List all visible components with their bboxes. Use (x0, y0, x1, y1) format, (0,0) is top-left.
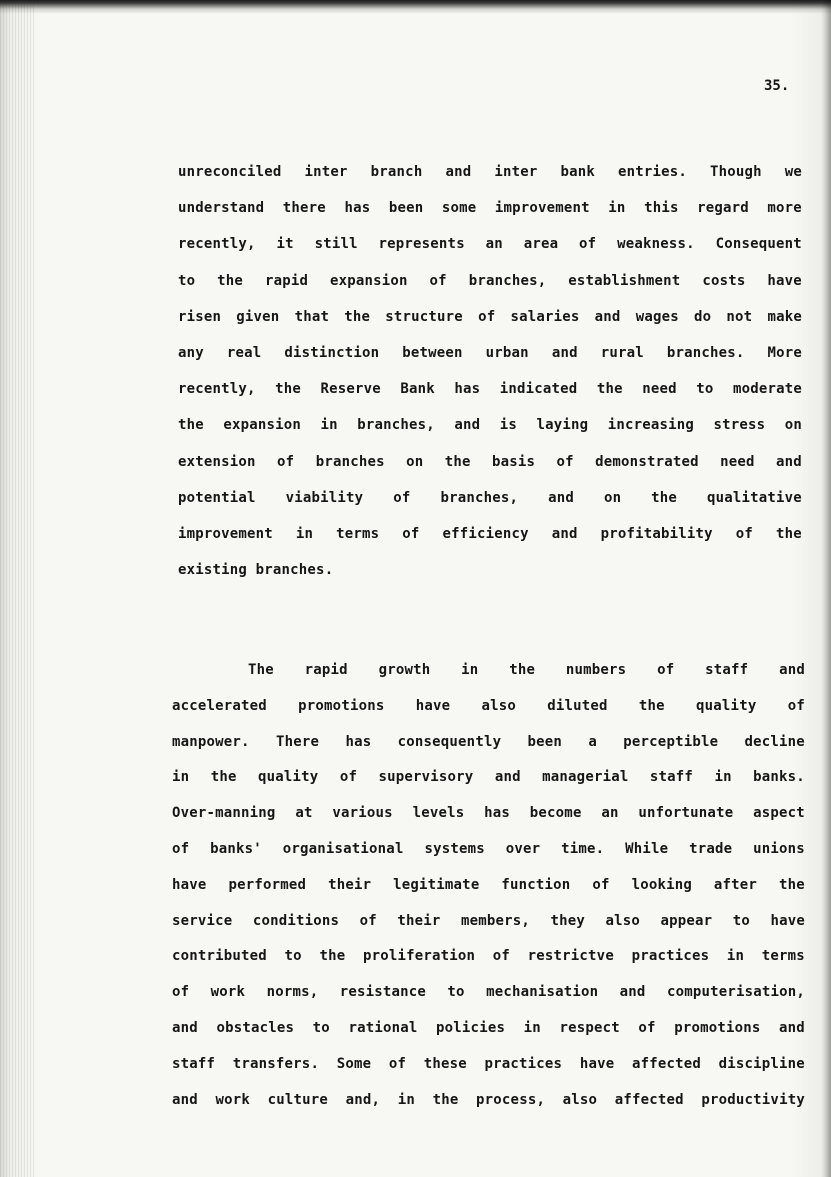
word: the (217, 273, 244, 289)
word: terms (761, 948, 805, 964)
word: restrictve (527, 948, 614, 964)
word: also (562, 1092, 598, 1108)
text-line (172, 805, 805, 825)
word: and (548, 490, 574, 506)
word: banks' (210, 841, 262, 857)
word: to (696, 381, 714, 397)
word: also (605, 913, 640, 929)
word: managerial (542, 769, 629, 785)
word: consequently (397, 734, 502, 750)
word: of (657, 662, 675, 678)
word: branches (315, 454, 385, 470)
word: stress (713, 417, 766, 433)
word: understand (178, 200, 265, 216)
word: the (776, 526, 802, 542)
word: perceptible (623, 734, 719, 750)
word: has (454, 381, 481, 397)
word: of (579, 236, 597, 252)
word: demonstrated (595, 454, 699, 470)
word: the (638, 698, 665, 714)
word: any (178, 345, 204, 361)
word: in (461, 662, 479, 678)
word: Reserve (320, 381, 381, 397)
word: of (592, 877, 610, 893)
word: levels (412, 805, 465, 821)
word: regard (697, 200, 749, 216)
word: in (726, 948, 745, 964)
word: work (215, 1092, 250, 1108)
word: branches, (357, 417, 435, 433)
word: expansion (329, 273, 408, 289)
word: at (295, 805, 313, 821)
word: promotions (674, 1020, 761, 1036)
word: of (339, 769, 358, 785)
word: and (551, 345, 578, 361)
word: the (596, 381, 623, 397)
word: in (523, 1020, 541, 1036)
word: laying (536, 417, 589, 433)
word: staff (649, 769, 694, 785)
word: some (441, 200, 477, 216)
word: mechanisation (486, 984, 599, 1000)
word: need (642, 381, 677, 397)
word: Some (336, 1056, 372, 1072)
word: after (713, 877, 758, 893)
word: the (275, 381, 302, 397)
text-line (248, 662, 805, 682)
word: contributed (172, 948, 267, 964)
word: staff (705, 662, 749, 678)
word: and (619, 984, 646, 1000)
word: quality (258, 769, 319, 785)
word: of (359, 913, 377, 929)
word: represents (378, 236, 465, 252)
word: improvement (494, 200, 590, 216)
word: computerisation, (666, 984, 805, 1000)
word: recently, (178, 381, 256, 397)
word: recently, (178, 236, 256, 252)
word: and (779, 1020, 805, 1036)
text-line (178, 309, 802, 329)
word: become (529, 805, 582, 821)
word: in (397, 1092, 415, 1108)
word: organisational (282, 841, 404, 857)
word: looking (631, 877, 692, 893)
word: the (432, 1092, 459, 1108)
word: have (767, 273, 802, 289)
text-line (172, 877, 805, 897)
word: it (276, 236, 294, 252)
word: policies (436, 1020, 506, 1036)
text-line (178, 164, 802, 184)
word: that (294, 309, 330, 325)
word: rapid (264, 273, 309, 289)
word: numbers (565, 662, 627, 678)
text-line (178, 273, 802, 293)
word: to (447, 984, 465, 1000)
word: the (178, 417, 204, 433)
word: inter (304, 164, 348, 180)
word: real (226, 345, 262, 361)
word: been (527, 734, 563, 750)
word: and (172, 1020, 198, 1036)
word: and, (345, 1092, 381, 1108)
word: branch (370, 164, 423, 180)
word: in (295, 526, 314, 542)
word: branches, (468, 273, 547, 289)
word: in (172, 769, 190, 785)
word: practices (631, 948, 710, 964)
word: indicated (499, 381, 578, 397)
top-scan-edge (0, 0, 831, 14)
word: While (625, 841, 669, 857)
word: have (172, 877, 207, 893)
word: time. (561, 841, 605, 857)
word: an (485, 236, 503, 252)
word: and (779, 662, 805, 678)
word: urban (485, 345, 529, 361)
word: process, (476, 1092, 546, 1108)
text-line (172, 1020, 805, 1040)
word: viability (285, 490, 364, 506)
word: productivity (701, 1092, 805, 1108)
text-line (172, 984, 805, 1004)
word: proliferation (362, 948, 476, 964)
word: costs (702, 273, 746, 289)
text-line (172, 841, 805, 861)
word: Though (709, 164, 762, 180)
word: of (492, 948, 511, 964)
word: more (767, 200, 802, 216)
word: manpower. (172, 734, 250, 750)
word: on (406, 454, 424, 470)
word: weakness. (617, 236, 695, 252)
page-number: 35. (764, 78, 790, 94)
word: and (775, 454, 802, 470)
word: discipline (718, 1056, 805, 1072)
word: and (551, 526, 578, 542)
text-line (178, 490, 802, 510)
word: and (454, 417, 481, 433)
text-line (172, 948, 805, 968)
word: the (779, 877, 805, 893)
word: rapid (304, 662, 348, 678)
word: of (388, 1056, 407, 1072)
text-line (178, 236, 802, 256)
word: service (172, 913, 233, 929)
text-line (178, 345, 802, 365)
word: of (277, 454, 295, 470)
word: trade (689, 841, 733, 857)
word: an (601, 805, 619, 821)
word: accelerated (172, 698, 267, 714)
word: growth (378, 662, 431, 678)
word: aspect (753, 805, 805, 821)
word: a (588, 734, 597, 750)
text-line (172, 1056, 805, 1076)
word: has (345, 734, 372, 750)
text-line (172, 734, 805, 754)
word: quality (696, 698, 757, 714)
word: qualitative (707, 490, 802, 506)
word: of (787, 698, 805, 714)
word: expansion (223, 417, 302, 433)
word: to (732, 913, 750, 929)
text-line (172, 913, 805, 933)
word: the (210, 769, 237, 785)
word: has (484, 805, 511, 821)
word: their (397, 913, 441, 929)
word: work (210, 984, 246, 1000)
text-line (178, 200, 802, 220)
word: decline (744, 734, 805, 750)
word: in (320, 417, 338, 433)
word: basis (492, 454, 536, 470)
word: and (494, 769, 521, 785)
word: appear (660, 913, 713, 929)
word: branches, (440, 490, 519, 506)
word: been (388, 200, 424, 216)
word: norms, (266, 984, 319, 1000)
text-line (178, 526, 802, 546)
word: is (499, 417, 517, 433)
text-line (178, 454, 802, 474)
word: and (594, 309, 621, 325)
word: profitability (600, 526, 713, 542)
word: in (608, 200, 626, 216)
word: the (319, 948, 346, 964)
word: distinction (284, 345, 380, 361)
word: of (172, 984, 190, 1000)
word: the (509, 662, 536, 678)
word: Consequent (715, 236, 802, 252)
word: inter (494, 164, 538, 180)
word: area (523, 236, 559, 252)
word: also (481, 698, 516, 714)
word: do (694, 309, 712, 325)
word: rural (600, 345, 644, 361)
word: of (556, 454, 574, 470)
word: potential (178, 490, 256, 506)
text-line: existing branches. (178, 562, 334, 578)
word: have (415, 698, 451, 714)
word: the (651, 490, 678, 506)
word: various (332, 805, 393, 821)
word: establishment (568, 273, 681, 289)
word: this (644, 200, 679, 216)
word: Bank (400, 381, 435, 397)
word: still (314, 236, 358, 252)
word: the (444, 454, 471, 470)
word: and (172, 1092, 198, 1108)
word: the (344, 309, 371, 325)
word: extension (178, 454, 256, 470)
word: of (429, 273, 447, 289)
word: increasing (607, 417, 695, 433)
text-line (172, 1092, 805, 1112)
word: Over-manning (172, 805, 276, 821)
word: performed (228, 877, 307, 893)
word: in (714, 769, 732, 785)
word: there (282, 200, 326, 216)
word: salaries (510, 309, 580, 325)
word: between (402, 345, 463, 361)
word: risen (178, 309, 222, 325)
word: of (402, 526, 420, 542)
word: and (445, 164, 472, 180)
word: practices (484, 1056, 563, 1072)
word: affected (631, 1056, 701, 1072)
word: legitimate (393, 877, 480, 893)
word: need (720, 454, 755, 470)
word: of (478, 309, 496, 325)
word: of (638, 1020, 656, 1036)
word: obstacles (216, 1020, 295, 1036)
right-scan-edge (821, 0, 831, 1177)
word: over (505, 841, 541, 857)
word: given (236, 309, 280, 325)
word: promotions (298, 698, 385, 714)
word: they (550, 913, 586, 929)
word: make (767, 309, 802, 325)
word: efficiency (442, 526, 529, 542)
word: these (423, 1056, 467, 1072)
word: wages (635, 309, 679, 325)
word: culture (267, 1092, 328, 1108)
word: to (178, 273, 196, 289)
word: rational (348, 1020, 418, 1036)
word: More (767, 345, 802, 361)
word: conditions (252, 913, 340, 929)
text-line (178, 381, 802, 401)
word: unions (753, 841, 805, 857)
word: affected (614, 1092, 684, 1108)
word: diluted (547, 698, 608, 714)
word: their (328, 877, 372, 893)
word: of (735, 526, 754, 542)
word: have (770, 913, 805, 929)
word: banks. (753, 769, 805, 785)
text-line (178, 417, 802, 437)
word: not (726, 309, 753, 325)
word: staff (172, 1056, 216, 1072)
word: There (275, 734, 320, 750)
word: of (172, 841, 190, 857)
word: branches. (666, 345, 745, 361)
word: respect (559, 1020, 620, 1036)
word: unfortunate (638, 805, 734, 821)
word: members, (461, 913, 531, 929)
word: entries. (617, 164, 687, 180)
binding-shadow (0, 0, 34, 1177)
word: we (784, 164, 802, 180)
word: on (784, 417, 802, 433)
word: systems (424, 841, 485, 857)
word: resistance (339, 984, 427, 1000)
word: supervisory (378, 769, 474, 785)
word: of (393, 490, 411, 506)
word: bank (560, 164, 595, 180)
text-line (172, 698, 805, 718)
word: structure (385, 309, 463, 325)
word: to (312, 1020, 330, 1036)
word: have (579, 1056, 615, 1072)
word: to (284, 948, 302, 964)
word: The (248, 662, 274, 678)
word: transfers. (232, 1056, 320, 1072)
text-line (172, 769, 805, 789)
word: improvement (178, 526, 273, 542)
word: terms (336, 526, 380, 542)
word: function (501, 877, 571, 893)
word: moderate (732, 381, 802, 397)
word: unreconciled (178, 164, 282, 180)
word: on (603, 490, 622, 506)
word: has (344, 200, 371, 216)
